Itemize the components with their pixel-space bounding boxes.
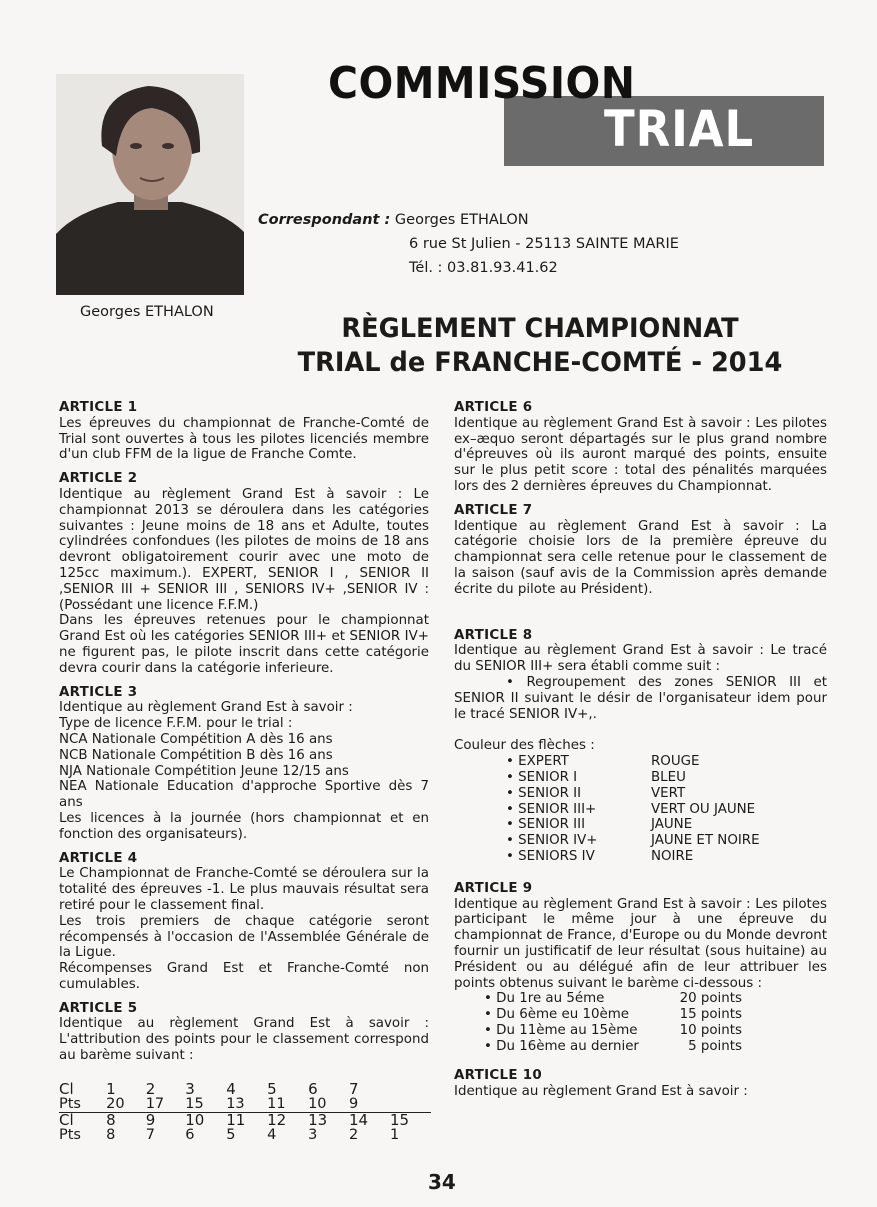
contact-phone: Tél. : 03.81.93.41.62	[409, 260, 558, 276]
article-title: ARTICLE 7	[454, 502, 533, 518]
arrow-color: JAUNE ET NOIRE	[651, 833, 760, 849]
table-cell: 8	[106, 1127, 116, 1143]
list-item	[454, 786, 827, 802]
article-text: Identique au règlement Grand Est à savoir : L'attribution des points pour le classement correspond au barème suivant :	[59, 1016, 429, 1064]
table-cell: 12	[267, 1111, 287, 1129]
article-text: Dans les épreuves retenues pour le championnat Grand Est où les catégories SENIOR III+ et SENIOR IV+ ne figurent pas, le pilote inscrit dans cette catégorie devra courir dans la catégorie inferieure.	[59, 613, 429, 676]
row-label: Pts	[59, 1127, 81, 1143]
table-cell: 20	[106, 1097, 146, 1113]
arrow-color: VERT	[651, 785, 686, 801]
table-cell: 1	[106, 1080, 116, 1098]
left-column	[59, 400, 429, 1064]
table-row-class	[59, 1113, 431, 1129]
contact-name: Georges ETHALON	[394, 212, 529, 228]
rank-points: 15 points	[679, 1007, 742, 1023]
list-item	[454, 802, 827, 818]
list-item	[454, 849, 827, 865]
rank-range: • Du 11ème au 15ème	[484, 1022, 638, 1038]
page-title: COMMISSION	[328, 58, 636, 109]
rules-title	[284, 312, 797, 380]
rules-title-line2: TRIAL de FRANCHE-COMTÉ - 2014	[297, 347, 783, 378]
arrow-color: ROUGE	[651, 754, 700, 770]
table-cell: 7	[349, 1080, 359, 1098]
list-item	[454, 754, 827, 770]
rank-range: • Du 16ème au dernier	[484, 1038, 639, 1054]
table-cell: 5	[267, 1080, 277, 1098]
category-name: • SENIOR III	[506, 817, 586, 833]
article-line: NEA Nationale Education d'approche Sportive dès 7 ans	[59, 779, 429, 811]
list-item	[454, 817, 827, 833]
article-2	[59, 471, 429, 676]
category-name: • SENIOR III+	[506, 801, 597, 817]
article-line: NJA Nationale Compétition Jeune 12/15 ans	[59, 763, 349, 779]
table-cell: 3	[308, 1127, 318, 1143]
article-title: ARTICLE 8	[454, 627, 533, 643]
arrow-color: NOIRE	[651, 848, 694, 864]
table-row-points	[59, 1128, 431, 1143]
rules-title-line1: RÈGLEMENT CHAMPIONNAT	[341, 313, 739, 344]
rank-range: • Du 1re au 5éme	[484, 991, 605, 1007]
table-cell: 3	[185, 1080, 195, 1098]
page-subtitle: TRIAL	[604, 100, 755, 158]
table-cell: 2	[145, 1080, 156, 1098]
list-item	[454, 1007, 827, 1023]
rank-points: 10 points	[679, 1022, 742, 1038]
article-9	[454, 881, 827, 1055]
table-cell: 1	[389, 1127, 400, 1143]
table-cell: 2	[349, 1127, 359, 1143]
table-cell: 4	[267, 1127, 277, 1143]
article-line: Les licences à la journée (hors championnat et en fonction des organisateurs).	[59, 810, 429, 842]
table-cell: 7	[145, 1127, 155, 1143]
article-8	[454, 628, 827, 865]
list-item	[454, 1023, 827, 1039]
rank-range: • Du 6ème eu 10ème	[484, 1007, 630, 1023]
article-title: ARTICLE 5	[59, 1000, 138, 1016]
table-cell: 5	[226, 1127, 236, 1143]
table-cell: 15	[185, 1097, 226, 1113]
article-title: ARTICLE 1	[59, 400, 138, 415]
table-cell: 8	[106, 1111, 116, 1129]
article-7	[454, 503, 827, 598]
article-text: Identique au règlement Grand Est à savoir : Les pilotes ex–æquo seront départagés sur le plus grand nombre d'épreuves où ils auront marqué des points, ensuite sur le plus petit score : total des pénalités marquées lors des 2 dernières épreuves du Championnat.	[454, 415, 827, 494]
list-item	[454, 1039, 827, 1055]
contact-label: Correspondant :	[258, 212, 391, 228]
article-text: Identique au règlement Grand Est à savoir : Les pilotes participant le même jour à une épreuve du championnat de France, d'Europe ou du Monde devront fournir un justificatif de leur résultat (sous huitaine) au Président ou au délégué afin de leur attribuer les points obtenus suivant le barème ci-dessous :	[454, 896, 827, 991]
table-cell: 9	[349, 1097, 390, 1113]
article-title: ARTICLE 10	[454, 1068, 542, 1084]
category-name: • EXPERT	[506, 754, 569, 770]
table-cell: 17	[146, 1097, 186, 1113]
article-text: Les trois premiers de chaque catégorie seront récompensés à l'occasion de l'Assemblée Générale de la Ligue.	[59, 913, 429, 961]
article-6	[454, 400, 827, 495]
article-10	[454, 1068, 827, 1100]
contact-block	[258, 208, 679, 280]
article-text: • Regroupement des zones SENIOR III et SENIOR II suivant le désir de l'organisateur idem pour le tracé SENIOR IV+,.	[454, 674, 827, 722]
article-title: ARTICLE 3	[59, 684, 138, 700]
table-cell: 9	[145, 1111, 156, 1129]
article-title: ARTICLE 6	[454, 400, 533, 415]
table-cell: 10	[185, 1111, 205, 1129]
arrow-color: JAUNE	[651, 817, 693, 833]
category-name: • SENIOR IV+	[506, 833, 598, 849]
row-label: Cl	[59, 1080, 74, 1098]
table-cell: 15	[389, 1111, 410, 1129]
article-title: ARTICLE 4	[59, 850, 138, 866]
article-line: NCB Nationale Compétition B dès 16 ans	[59, 747, 333, 763]
list-item	[454, 991, 827, 1007]
article-line: NCA Nationale Compétition A dès 16 ans	[59, 731, 333, 747]
article-text: Identique au règlement Grand Est à savoir : Le tracé du SENIOR III+ sera établi comme suit :	[454, 643, 827, 675]
table-row-class	[59, 1082, 431, 1097]
rank-points: 20 points	[679, 991, 742, 1007]
table-cell: 4	[226, 1080, 236, 1098]
article-text: Les épreuves du championnat de Franche-Comté de Trial sont ouvertes à tous les pilotes licenciés membre d'un club FFM de la ligue de Franche Comte.	[59, 415, 429, 463]
photo-caption: Georges ETHALON	[80, 304, 214, 320]
arrow-color: BLEU	[651, 769, 686, 785]
table-cell: 13	[226, 1097, 267, 1113]
rank-points: 5 points	[688, 1038, 742, 1054]
arrow-color: VERT OU JAUNE	[651, 801, 756, 817]
row-label: Pts	[59, 1097, 106, 1113]
article-5	[59, 1001, 429, 1064]
table-cell: 14	[349, 1111, 369, 1129]
article-4	[59, 851, 429, 993]
portrait-photo	[56, 74, 244, 295]
article-1	[59, 400, 429, 463]
contact-address: 6 rue St Julien - 25113 SAINTE MARIE	[409, 236, 679, 252]
points-table	[59, 1082, 431, 1143]
table-cell: 11	[226, 1111, 246, 1129]
category-name: • SENIORS IV	[506, 848, 595, 864]
table-cell: 10	[308, 1097, 349, 1113]
article-title: ARTICLE 2	[59, 471, 138, 487]
list-item	[454, 770, 827, 786]
arrows-label: Couleur des flèches :	[454, 738, 595, 754]
category-name: • SENIOR II	[506, 785, 582, 801]
table-cell: 6	[308, 1080, 318, 1098]
right-column	[454, 400, 827, 1100]
page-number: 34	[428, 1170, 456, 1194]
table-cell: 6	[185, 1127, 195, 1143]
article-line: Identique au règlement Grand Est à savoir :	[59, 700, 353, 716]
article-text: Identique au règlement Grand Est à savoir : Le championnat 2013 se déroulera dans les catégories suivantes : Jeune moins de 18 ans et Adulte, toutes cylindrées confondues (les pilotes de moins de 18 ans devront obligatoirement courir avec une moto de 125cc maximum.). EXPERT, SENIOR I , SENIOR II ,SENIOR III + SENIOR III , SENIORS IV+ ,SENIOR IV : (Possédant une licence F.F.M.)	[59, 486, 429, 613]
article-text: Identique au règlement Grand Est à savoir :	[454, 1084, 748, 1100]
article-title: ARTICLE 9	[454, 880, 533, 896]
article-text: Identique au règlement Grand Est à savoir : La catégorie choisie lors de la première épreuve du championnat sera celle retenue pour le classement de la saison (sauf avis de la Commission après demande écrite du pilote au Président).	[454, 518, 827, 597]
table-cell: 11	[267, 1097, 308, 1113]
article-text: Le Championnat de Franche-Comté se déroulera sur la totalité des épreuves -1. Le plus mauvais résultat sera retiré pour le classement final.	[59, 866, 429, 913]
article-3	[59, 685, 429, 843]
list-item	[454, 833, 827, 849]
row-label: Cl	[59, 1111, 74, 1129]
article-line: Type de licence F.F.M. pour le trial :	[59, 716, 293, 732]
category-name: • SENIOR I	[506, 769, 578, 785]
table-cell: 13	[308, 1111, 328, 1129]
article-text: Récompenses Grand Est et Franche-Comté non cumulables.	[59, 961, 429, 992]
